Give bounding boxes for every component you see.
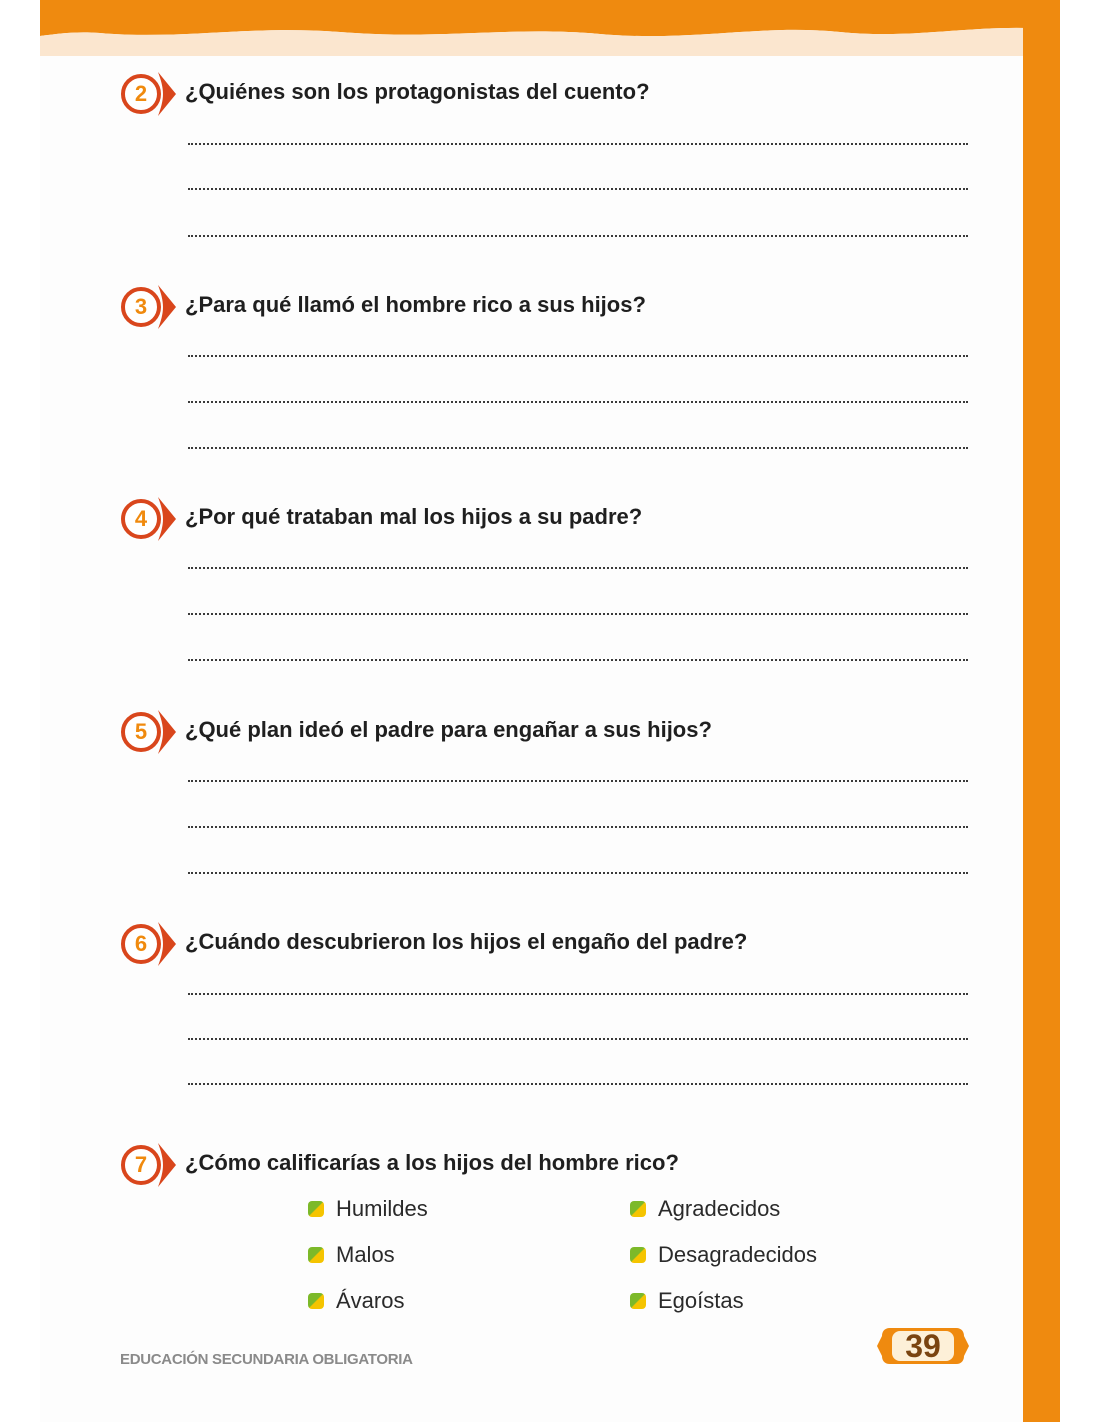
question-number: 4: [134, 506, 148, 531]
option-label: Malos: [336, 1242, 395, 1267]
question-number-arrow-icon: [120, 708, 180, 756]
answer-line[interactable]: [188, 355, 968, 357]
option-malos[interactable]: [308, 1241, 395, 1269]
answer-line[interactable]: [188, 826, 968, 828]
option-humildes[interactable]: [308, 1195, 428, 1223]
answer-line[interactable]: [188, 447, 968, 449]
question-number: 3: [134, 294, 148, 319]
question-number-arrow-icon: [120, 495, 180, 543]
option-bullet-icon: [308, 1293, 324, 1309]
option-bullet-icon: [308, 1201, 324, 1217]
answer-line[interactable]: [188, 659, 968, 661]
answer-line[interactable]: [188, 143, 968, 145]
option-egoistas[interactable]: [630, 1287, 744, 1315]
question-number: 2: [134, 81, 148, 106]
option-bullet-icon: [630, 1247, 646, 1263]
answer-line[interactable]: [188, 401, 968, 403]
top-wave-band: [40, 0, 1060, 60]
page-number: 39: [905, 1328, 941, 1364]
question-text: ¿Para qué llamó el hombre rico a sus hijos?: [185, 292, 646, 317]
question-text: ¿Cómo calificarías a los hijos del hombre rico?: [185, 1150, 679, 1175]
answer-line[interactable]: [188, 1038, 968, 1040]
answer-line[interactable]: [188, 188, 968, 190]
option-label: Ávaros: [336, 1288, 405, 1313]
question-text: ¿Qué plan ideó el padre para engañar a sus hijos?: [185, 717, 712, 742]
question-number: 5: [134, 719, 148, 744]
question-number-arrow-icon: [120, 920, 180, 968]
answer-line[interactable]: [188, 613, 968, 615]
footer-label: EDUCACIÓN SECUNDARIA OBLIGATORIA: [120, 1351, 413, 1368]
option-agradecidos[interactable]: [630, 1195, 780, 1223]
question-number-arrow-icon: [120, 70, 180, 118]
question-text: ¿Cuándo descubrieron los hijos el engaño del padre?: [185, 929, 748, 954]
question-number-arrow-icon: [120, 1141, 180, 1189]
answer-line[interactable]: [188, 567, 968, 569]
option-label: Agradecidos: [658, 1196, 781, 1221]
option-label: Humildes: [336, 1196, 428, 1221]
option-desagradecidos[interactable]: [630, 1241, 817, 1269]
question-text: ¿Quiénes son los protagonistas del cuento?: [185, 79, 650, 104]
answer-line[interactable]: [188, 780, 968, 782]
worksheet-page: [40, 0, 1060, 1422]
option-label: Desagradecidos: [658, 1242, 817, 1267]
answer-line[interactable]: [188, 872, 968, 874]
question-number: 7: [134, 1152, 148, 1177]
option-bullet-icon: [630, 1201, 646, 1217]
option-bullet-icon: [630, 1293, 646, 1309]
page-number-badge: [876, 1326, 970, 1366]
question-number: 6: [134, 931, 148, 956]
answer-line[interactable]: [188, 993, 968, 995]
option-avaros[interactable]: [308, 1287, 404, 1315]
option-bullet-icon: [308, 1247, 324, 1263]
question-text: ¿Por qué trataban mal los hijos a su padre?: [185, 504, 643, 529]
answer-line[interactable]: [188, 235, 968, 237]
answer-line[interactable]: [188, 1083, 968, 1085]
right-orange-bar: [1023, 0, 1060, 1422]
option-label: Egoístas: [658, 1288, 744, 1313]
question-number-arrow-icon: [120, 283, 180, 331]
